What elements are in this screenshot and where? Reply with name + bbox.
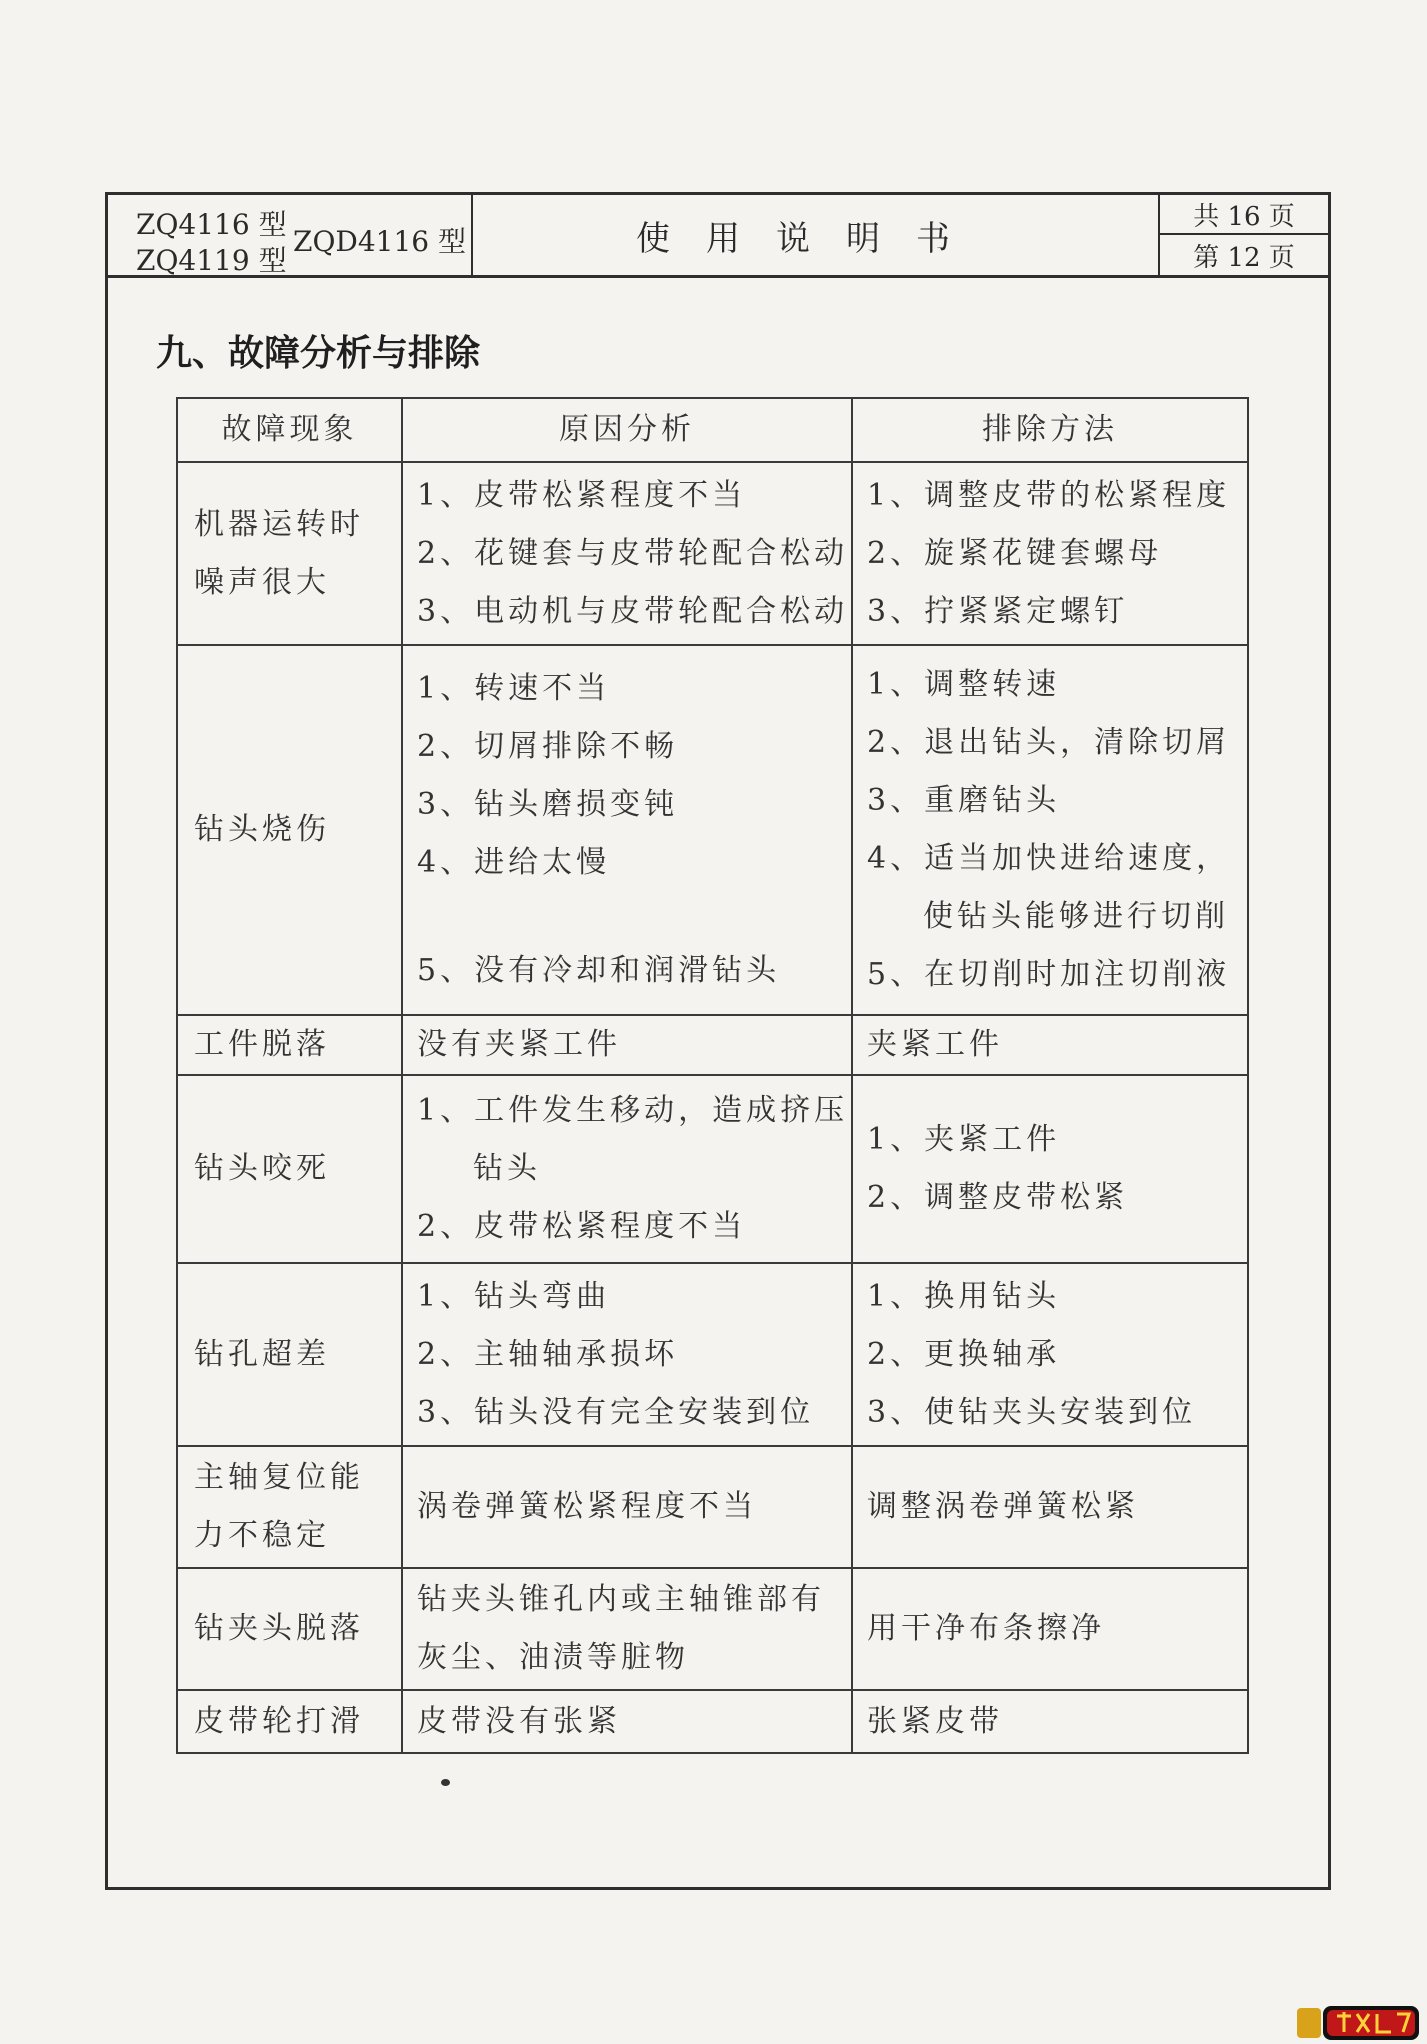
symptom-line: 钻头烧伤 (194, 812, 330, 847)
cause-cell (402, 1446, 852, 1568)
symptom-cell (177, 1568, 402, 1690)
cause-line: 钻头 (473, 1151, 541, 1186)
remedy-line: 3、使钻夹头安装到位 (867, 1394, 1197, 1430)
remedy-line: 1、调整转速 (867, 667, 1061, 702)
remedy-line: 调整涡卷弹簧松紧 (867, 1489, 1139, 1524)
remedy-cell (852, 1263, 1248, 1446)
remedy-line: 使钻头能够进行切削 (923, 899, 1229, 934)
remedy-line: 3、重磨钻头 (867, 783, 1061, 818)
cause-line: 3、电动机与皮带轮配合松动 (417, 593, 849, 629)
cause-line: 2、主轴轴承损坏 (417, 1336, 679, 1372)
table-row (177, 1690, 1248, 1753)
symptom-cell (177, 1263, 402, 1446)
cause-cell (402, 1075, 852, 1263)
remedy-cell (852, 1446, 1248, 1568)
document-title: 使用说明书 (636, 218, 986, 259)
remedy-line: 1、调整皮带的松紧程度 (867, 477, 1231, 513)
symptom-line: 主轴复位能 (194, 1460, 364, 1495)
remedy-line: 2、调整皮带松紧 (867, 1180, 1129, 1215)
header-symptom: 故障现象 (177, 398, 402, 462)
remedy-cell (852, 1690, 1248, 1753)
remedy-cell (852, 462, 1248, 645)
total-pages: 共 16 页 (1160, 195, 1328, 235)
site-logo (1297, 2002, 1419, 2042)
remedy-line: 2、旋紧花键套螺母 (867, 535, 1163, 571)
table-row (177, 1015, 1248, 1075)
cause-line: 没有夹紧工件 (417, 1027, 621, 1062)
symptom-cell (177, 645, 402, 1015)
remedy-cell (852, 1015, 1248, 1075)
model-zq4116: ZQ4116 型 (136, 208, 287, 241)
remedy-line: 1、换用钻头 (867, 1278, 1061, 1314)
model-cell (108, 195, 473, 275)
header-remedy: 排除方法 (852, 398, 1248, 462)
table-row (177, 1446, 1248, 1568)
cause-line: 灰尘、油渍等脏物 (417, 1640, 689, 1675)
cause-cell (402, 462, 852, 645)
cause-line: 1、皮带松紧程度不当 (417, 477, 747, 513)
cause-cell (402, 1690, 852, 1753)
cause-line: 2、切屑排除不畅 (417, 729, 679, 764)
remedy-line: 1、夹紧工件 (867, 1122, 1061, 1157)
symptom-line: 噪声很大 (194, 564, 330, 600)
symptom-cell (177, 1015, 402, 1075)
cause-line: 钻夹头锥孔内或主轴锥部有 (417, 1582, 825, 1617)
page-number: 第 12 页 (1193, 242, 1295, 273)
cause-line: 5、没有冷却和润滑钻头 (417, 953, 781, 988)
cause-line: 涡卷弹簧松紧程度不当 (417, 1489, 757, 1524)
remedy-line: 用干净布条擦净 (867, 1611, 1105, 1646)
symptom-line: 机器运转时 (194, 506, 364, 542)
table-row (177, 1263, 1248, 1446)
cause-line: 1、转速不当 (417, 671, 611, 706)
table-row (177, 645, 1248, 1015)
symptom-line: 钻孔超差 (194, 1336, 330, 1372)
ink-dot (441, 1779, 450, 1786)
symptom-cell (177, 1690, 402, 1753)
cause-cell (402, 1015, 852, 1075)
remedy-line: 2、退出钻头，清除切屑 (867, 725, 1231, 760)
symptom-line: 钻夹头脱落 (194, 1611, 364, 1646)
remedy-line: 3、拧紧紧定螺钉 (867, 593, 1129, 629)
cause-cell (402, 645, 852, 1015)
model-zqd4116: ZQD4116 型 (293, 225, 467, 258)
manual-page (105, 192, 1331, 1890)
table-header-row (177, 398, 1248, 462)
page-info (1158, 195, 1328, 275)
symptom-cell (177, 1075, 402, 1263)
cause-cell (402, 1568, 852, 1690)
symptom-line: 工件脱落 (194, 1027, 330, 1062)
symptom-line: 皮带轮打滑 (194, 1703, 364, 1739)
model-zq4119: ZQ4119 型 (136, 244, 287, 277)
cause-line: 1、工件发生移动，造成挤压 (417, 1093, 849, 1128)
symptom-line: 力不稳定 (194, 1518, 330, 1553)
cause-line: 4、进给太慢 (417, 845, 611, 880)
cause-line: 皮带没有张紧 (417, 1703, 621, 1739)
cause-line: 3、钻头没有完全安装到位 (417, 1394, 815, 1430)
cause-cell (402, 1263, 852, 1446)
table-row (177, 1568, 1248, 1690)
cause-line: 3、钻头磨损变钝 (417, 787, 679, 822)
remedy-line: 4、适当加快进给速度， (867, 841, 1231, 876)
fault-table (176, 397, 1249, 1754)
symptom-line: 钻头咬死 (194, 1151, 330, 1186)
cause-line: 1、钻头弯曲 (417, 1278, 611, 1314)
remedy-cell (852, 1568, 1248, 1690)
section-title: 九、故障分析与排除 (156, 333, 481, 374)
header-cause: 原因分析 (402, 398, 852, 462)
page-header (108, 195, 1328, 278)
remedy-cell (852, 645, 1248, 1015)
symptom-cell (177, 462, 402, 645)
remedy-line: 5、在切削时加注切削液 (867, 957, 1231, 992)
cause-line: 2、皮带松紧程度不当 (417, 1209, 747, 1244)
cause-line: 2、花键套与皮带轮配合松动 (417, 535, 849, 571)
remedy-line: 张紧皮带 (867, 1703, 1003, 1739)
table-row (177, 1075, 1248, 1263)
table-row (177, 462, 1248, 645)
remedy-line: 夹紧工件 (867, 1027, 1003, 1062)
remedy-line: 2、更换轴承 (867, 1336, 1061, 1372)
remedy-cell (852, 1075, 1248, 1263)
blank-line (417, 892, 837, 942)
symptom-cell (177, 1446, 402, 1568)
